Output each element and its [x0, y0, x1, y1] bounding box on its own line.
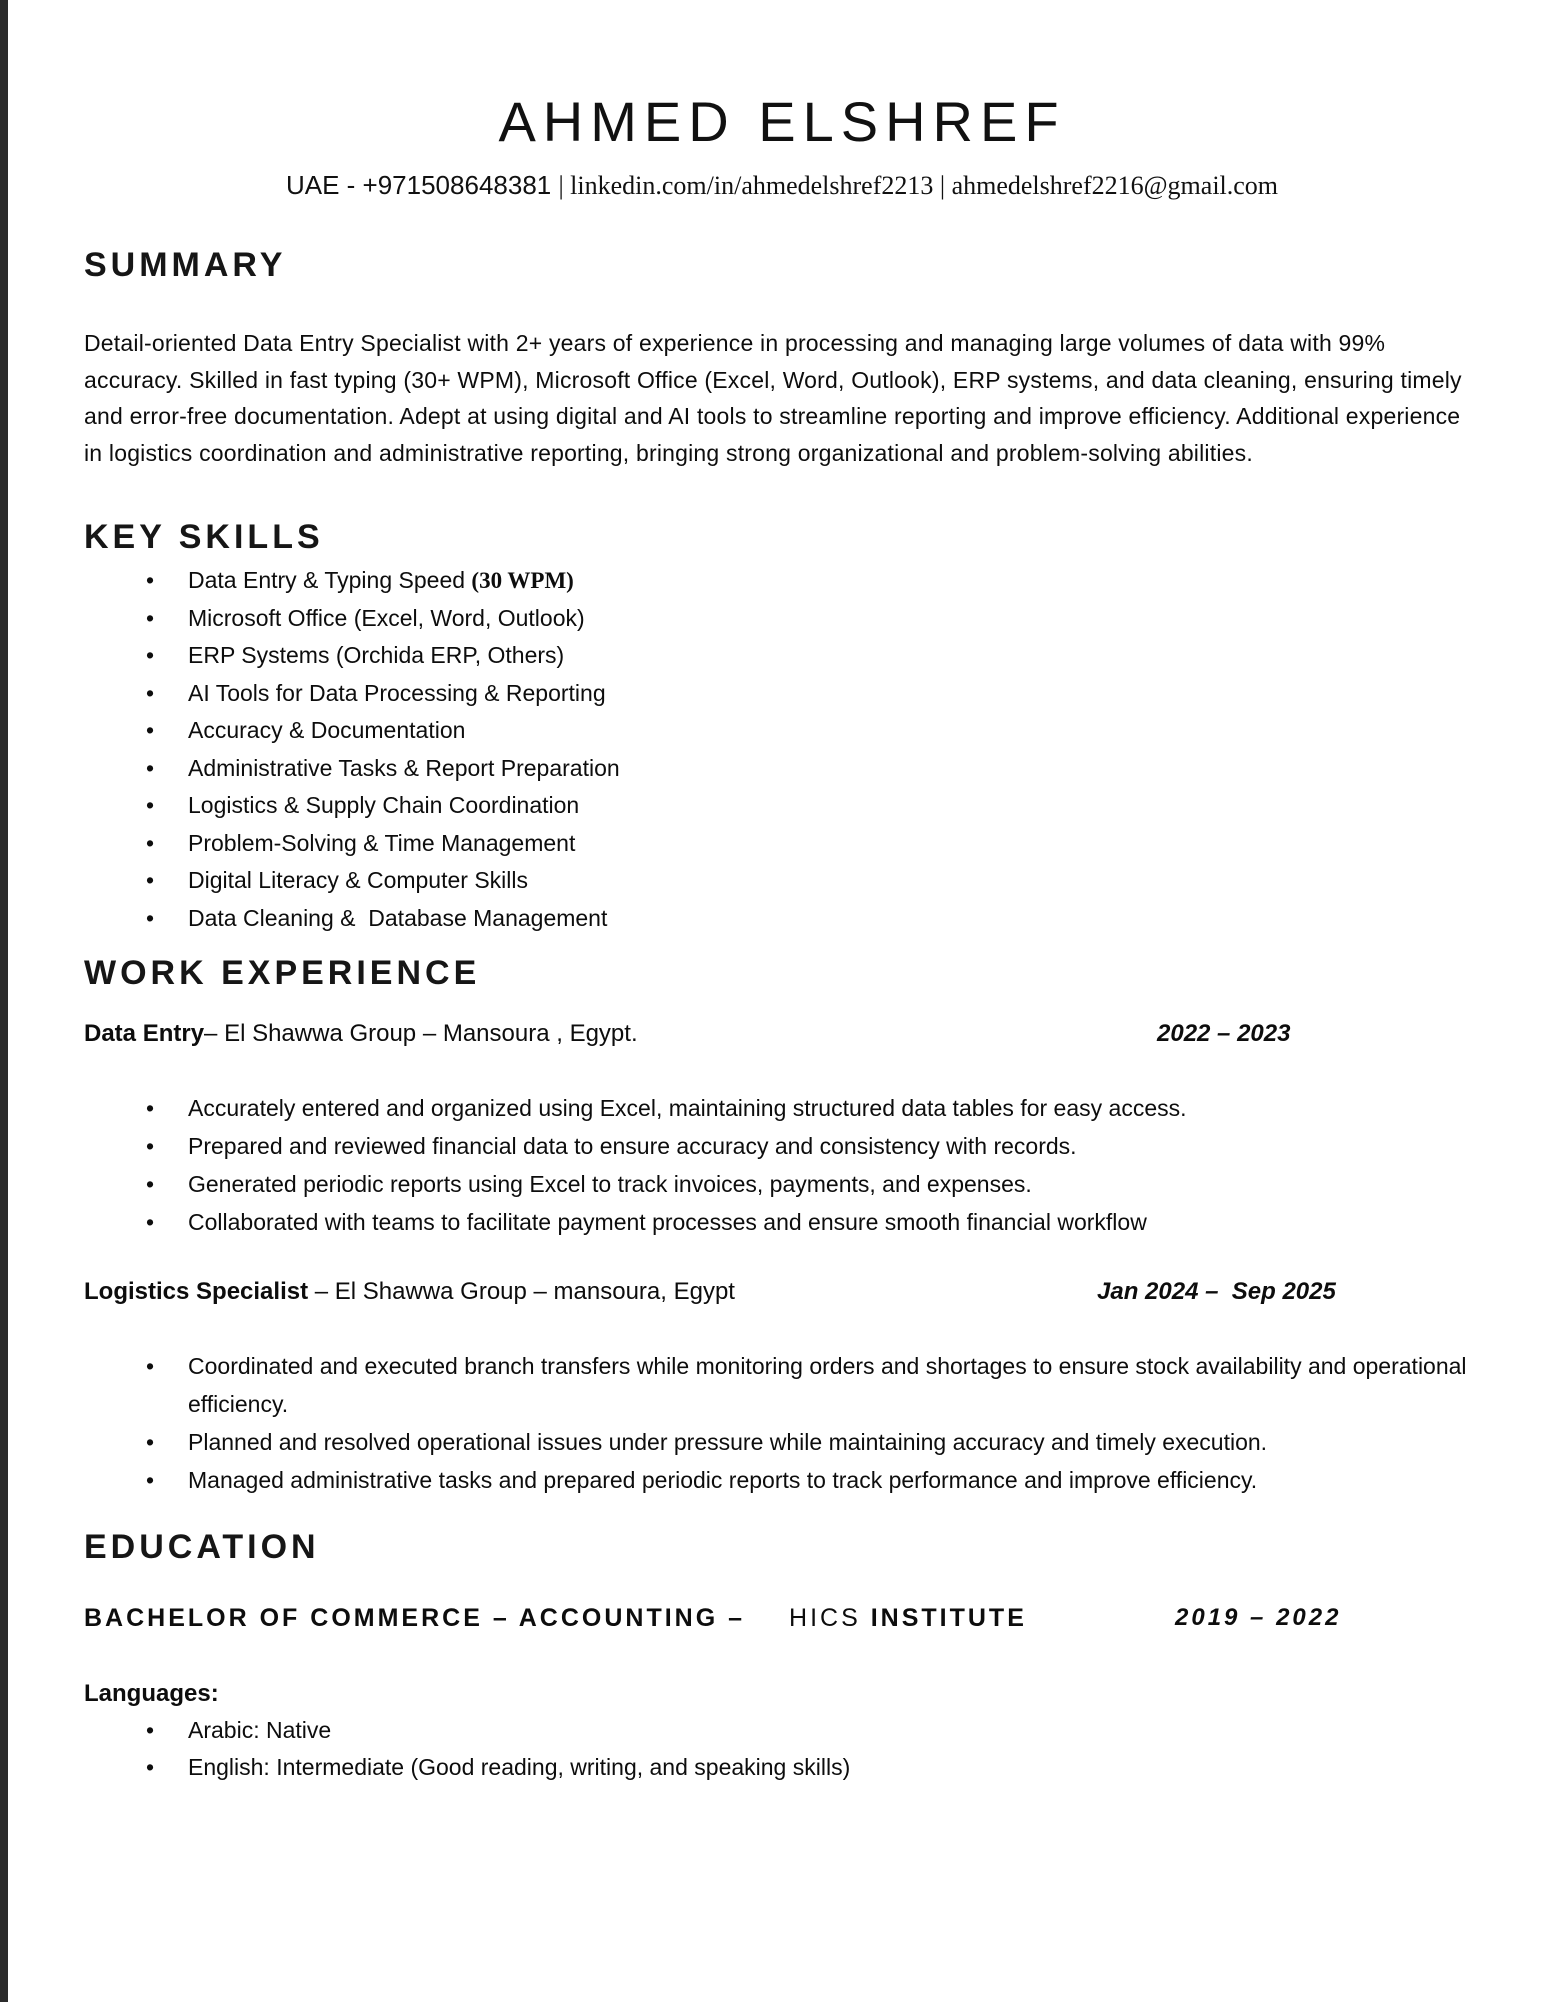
job-title-row: [84, 1015, 1480, 1053]
resume-document: [84, 0, 1480, 1786]
skill-item: • Digital Literacy & Computer Skills: [84, 862, 1480, 900]
education-dates: 2019 – 2022: [1175, 1604, 1342, 1631]
skill-item: • Administrative Tasks & Report Preparation: [84, 750, 1480, 788]
resume-header: [84, 90, 1480, 203]
job-bullet: • Coordinated and executed branch transfers while monitoring orders and shortages to ensure stock availability and operational efficiency.: [84, 1347, 1480, 1423]
job-bullet: • Accurately entered and organized using Excel, maintaining structured data tables for easy access.: [84, 1089, 1480, 1127]
job-entry-data-entry: [84, 1015, 1480, 1241]
language-item: • Arabic: Native: [84, 1712, 1480, 1749]
skill-item-text: Data Entry & Typing Speed: [188, 567, 472, 593]
job-dates: 2022 – 2023: [1157, 1020, 1291, 1047]
job-bullet: • Managed administrative tasks and prepared periodic reports to track performance and improve efficiency.: [84, 1461, 1480, 1499]
languages-block: [84, 1675, 1480, 1786]
skill-item: • ERP Systems (Orchida ERP, Others): [84, 637, 1480, 675]
job-dates: Jan 2024 – Sep 2025: [1097, 1278, 1336, 1305]
institute-label: INSTITUTE: [860, 1604, 1027, 1632]
job-bullet: • Planned and resolved operational issues under pressure while maintaining accuracy and timely execution.: [84, 1423, 1480, 1461]
key-skills-section: [84, 517, 1480, 937]
skill-item: • Problem-Solving & Time Management: [84, 825, 1480, 863]
job-company-location: – El Shawwa Group – Mansoura , Egypt.: [204, 1020, 638, 1047]
job-bullet: • Generated periodic reports using Excel to track invoices, payments, and expenses.: [84, 1165, 1480, 1203]
skill-item: [84, 562, 1480, 600]
education-section: [84, 1527, 1480, 1786]
job-bullet-list: [84, 1089, 1480, 1241]
work-experience-section: [84, 953, 1480, 1499]
institute-name: HICS: [789, 1604, 861, 1632]
job-entry-logistics-specialist: [84, 1273, 1480, 1499]
degree-row: [84, 1599, 1480, 1637]
job-bullet: • Collaborated with teams to facilitate payment processes and ensure smooth financial workflow: [84, 1203, 1480, 1241]
job-bullet-list: [84, 1347, 1480, 1499]
job-title-row: [84, 1273, 1480, 1311]
education-heading: EDUCATION: [84, 1528, 320, 1566]
languages-label: Languages:: [84, 1680, 219, 1707]
work-experience-heading: WORK EXPERIENCE: [84, 954, 481, 992]
skill-item-wpm: (30 WPM): [471, 568, 574, 593]
candidate-name: AHMED ELSHREF: [498, 90, 1066, 153]
job-company-location: – El Shawwa Group – mansoura, Egypt: [314, 1278, 735, 1305]
job-title: Data Entry: [84, 1020, 205, 1047]
contact-links: | linkedin.com/in/ahmedelshref2213 | ahmedelshref2216@gmail.com: [558, 171, 1279, 200]
skill-item: • Data Cleaning & Database Management: [84, 900, 1480, 938]
languages-list: [84, 1712, 1480, 1786]
page-left-border: [0, 0, 8, 2002]
job-title: Logistics Specialist: [84, 1278, 315, 1305]
job-bullet: • Prepared and reviewed financial data to ensure accuracy and consistency with records.: [84, 1127, 1480, 1165]
skill-item: • Microsoft Office (Excel, Word, Outlook): [84, 600, 1480, 638]
contact-line: [84, 168, 1480, 203]
key-skills-heading: KEY SKILLS: [84, 518, 324, 556]
skill-item: • Logistics & Supply Chain Coordination: [84, 787, 1480, 825]
summary-section: [84, 245, 1480, 471]
language-item: • English: Intermediate (Good reading, writing, and speaking skills): [84, 1749, 1480, 1786]
degree-title: BACHELOR OF COMMERCE – ACCOUNTING –: [84, 1604, 746, 1632]
key-skills-list: [84, 562, 1480, 937]
skill-item: • AI Tools for Data Processing & Reporting: [84, 675, 1480, 713]
contact-phone: UAE - +971508648381: [285, 170, 559, 200]
summary-text: Detail-oriented Data Entry Specialist with 2+ years of experience in processing and managing large volumes of data with 99% accuracy. Skilled in fast typing (30+ WPM), Microsoft Office (Excel, Word, Outlook), ERP systems, and data cleaning, ensuring timely and error-free documentation. Adept at using digital and AI tools to streamline reporting and improve efficiency. Additional experience in logistics coordination and administrative reporting, bringing strong organizational and problem-solving abilities.: [84, 330, 1462, 466]
summary-heading: SUMMARY: [84, 246, 287, 284]
skill-item: • Accuracy & Documentation: [84, 712, 1480, 750]
